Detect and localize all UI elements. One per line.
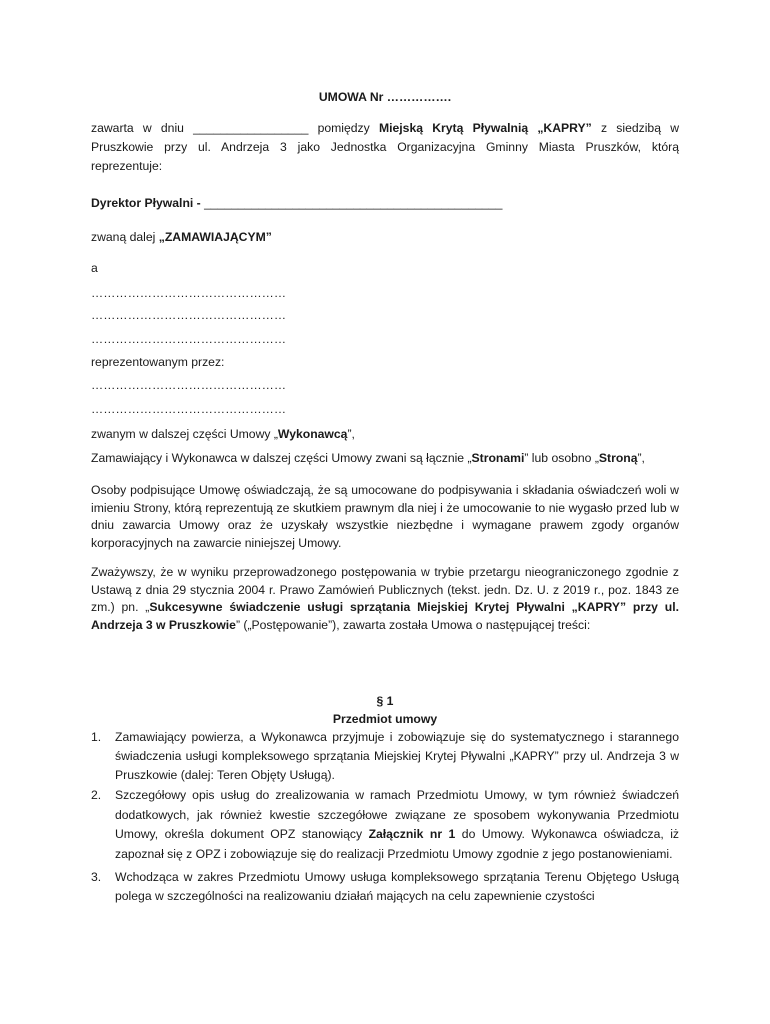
section-title: Przedmiot umowy <box>332 712 438 726</box>
list-item <box>91 868 679 906</box>
director-line: Dyrektor Pływalni - ____________________________________________ <box>91 196 503 210</box>
list-item-text: Zamawiający powierza, a Wykonawca przyjmuje i zobowiązuje się do systematycznego i starannego świadczenia usługi kompleksowego sprzątania Miejskiej Krytej Pływalni „KAPRY” przy ul. Andrzeja 3 w Pruszkowie (dalej: Teren Objęty Usługą). <box>115 730 679 782</box>
osoby-paragraph: Osoby podpisujące Umowę oświadczają, że są umocowane do podpisywania i składania oświadczeń woli w imieniu Strony, którą reprezentują ze skutkiem prawnym dla niej i że umocowanie to nie wygasło przed lub w dniu zawarcia Umowy oraz że uzyskały wszystkie niezbędne i wymagane prawem zgody organów korporacyjnych na zawarcie niniejszej Umowy. <box>91 483 679 550</box>
intro-line-3: reprezentuje: <box>91 159 163 173</box>
zamawiajacy-line: zwaną dalej „ZAMAWIAJĄCYM” <box>91 230 272 244</box>
list-item-number: 2. <box>91 788 102 802</box>
list-item-text: Wchodząca w zakres Przedmiotu Umowy usługa kompleksowego sprzątania Terenu Objętego Usługą polega w szczególności na realizowaniu działań mających na celu zapewnienie czystości <box>115 870 679 903</box>
list-item <box>91 786 679 864</box>
zwazywszy-paragraph: Zważywszy, że w wyniku przeprowadzonego postępowania w trybie przetargu nieograniczonego zgodnie z Ustawą z dnia 29 stycznia 2004 r. Prawo Zamówień Publicznych (tekst. jedn. Dz. U. z 2019 r., poz. 1843 ze zm.) pn. „Sukcesywne świadczenie usługi sprzątania Miejskiej Krytej Pływalni „KAPRY” przy ul. Andrzeja 3 w Pruszkowie” („Postępowanie”), zawarta została Umowa o następującej treści: <box>91 565 679 632</box>
section-list <box>91 728 679 906</box>
intro-line-1: zawarta w dniu _________________ pomiędzy Miejską Krytą Pływalnią „KAPRY” z siedzibą w <box>91 121 679 135</box>
dots-line-2: ………………………………………… <box>91 308 286 322</box>
list-item <box>91 728 679 785</box>
section-number: § 1 <box>376 694 394 708</box>
list-item-text: Szczegółowy opis usług do zrealizowania w ramach Przedmiotu Umowy, w tym również świadczeń dodatkowych, jak również kwestie szczegółowe związane ze sposobem wykonywania Przedmiotu Umowy, określa dokument OPZ stanowiący Załącznik nr 1 do Umowy. Wykonawca oświadcza, iż zapoznał się z OPZ i zobowiązuje się do realizacji Przedmiotu Umowy zgodnie z jego postanowieniami. <box>115 788 679 861</box>
wykonawca-line: zwanym w dalszej części Umowy „Wykonawcą”, <box>91 427 355 441</box>
represented-by: reprezentowanym przez: <box>91 355 225 369</box>
intro-paragraph <box>91 119 679 176</box>
intro-line-2: Pruszkowie przy ul. Andrzeja 3 jako Jednostka Organizacyjna Gminny Miasta Pruszków, którą <box>91 140 679 154</box>
dots-line-4: ………………………………………… <box>91 378 286 392</box>
and-line: a <box>91 261 98 275</box>
strony-line: Zamawiający i Wykonawca w dalszej części Umowy zwani są łącznie „Stronami” lub osobno „Stroną”, <box>91 451 645 465</box>
dots-line-3: ………………………………………… <box>91 332 286 346</box>
dots-line-5: ………………………………………… <box>91 402 286 416</box>
dots-line-1: ………………………………………… <box>91 286 286 300</box>
contract-title: UMOWA Nr ……………. <box>318 90 452 104</box>
list-item-number: 1. <box>91 730 102 744</box>
list-item-number: 3. <box>91 870 102 884</box>
